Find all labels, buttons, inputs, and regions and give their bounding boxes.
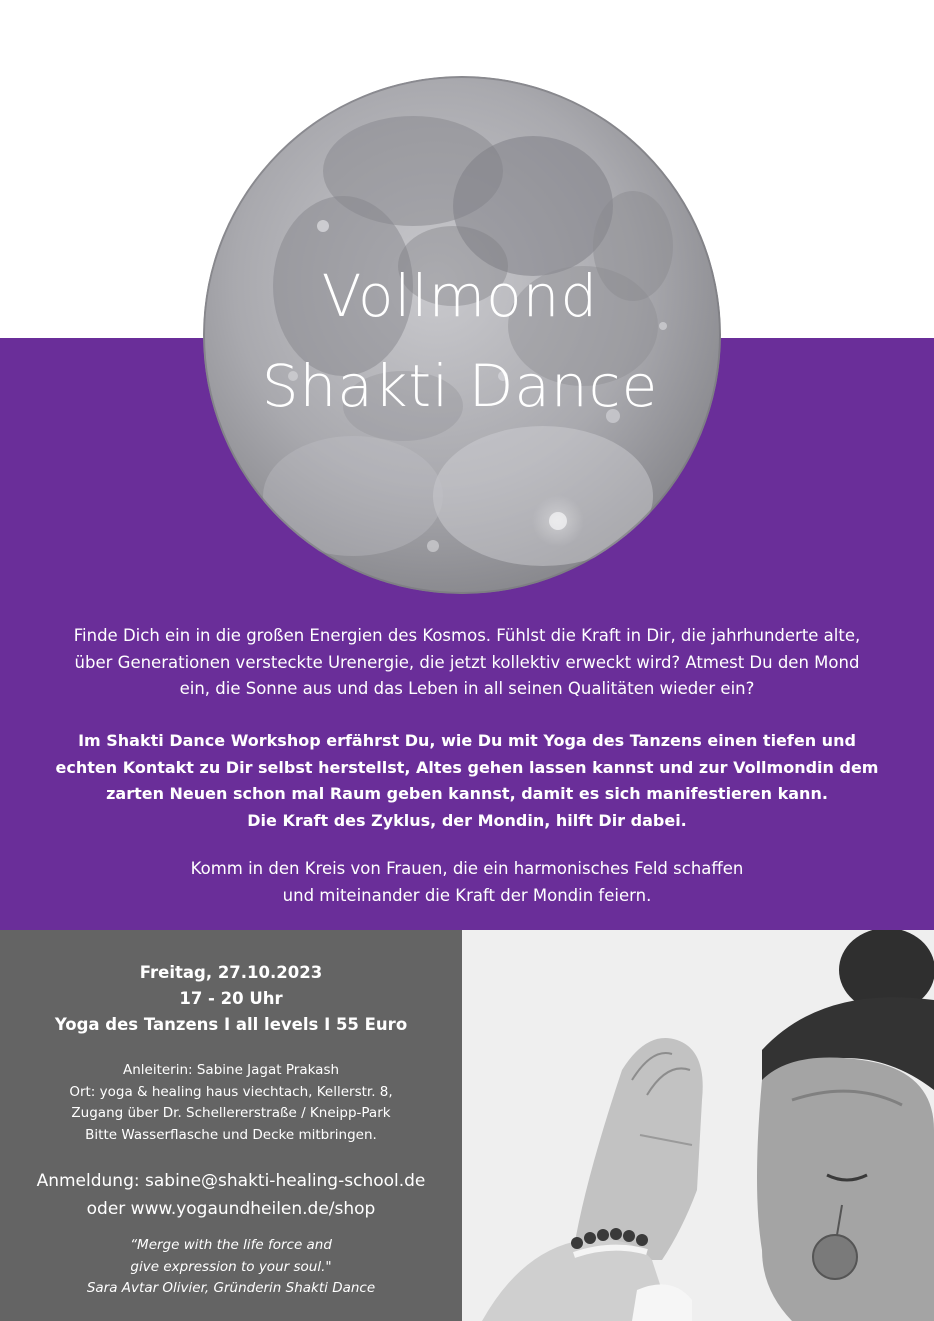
quote-block xyxy=(0,1235,462,1300)
woman-praying-photo xyxy=(462,930,934,1321)
circle-paragraph xyxy=(30,856,904,909)
full-moon-image xyxy=(203,76,721,594)
workshop-line: echten Kontakt zu Dir selbst herstellst, Altes gehen lassen kannst und zur Vollmondin dem xyxy=(55,757,879,777)
title-line-2: Shakti Dance xyxy=(261,352,659,420)
info-line: Ort: yoga & healing haus viechtach, Kellerstr. 8, xyxy=(69,1083,393,1100)
event-info-panel xyxy=(0,930,462,1321)
workshop-paragraph xyxy=(30,728,904,834)
info-line: Anleiterin: Sabine Jagat Prakash xyxy=(122,1062,340,1078)
event-date: Freitag, 27.10.2023 xyxy=(139,963,323,982)
workshop-line: zarten Neuen schon mal Raum geben kannst, damit es sich manifestieren kann. xyxy=(106,784,828,803)
contact-block xyxy=(0,1167,462,1223)
quote-author: Sara Avtar Olivier, Gründerin Shakti Dance xyxy=(86,1280,376,1296)
event-date-block xyxy=(0,960,462,1038)
event-info-block xyxy=(0,1060,462,1146)
info-line: Bitte Wasserflasche und Decke mitbringen. xyxy=(85,1126,377,1143)
circle-line: und miteinander die Kraft der Mondin feiern. xyxy=(282,885,652,905)
title-line-1: Vollmond xyxy=(321,262,599,330)
event-time: 17 - 20 Uhr xyxy=(179,989,283,1008)
quote-line: “Merge with the life force and xyxy=(130,1237,332,1253)
intro-line: über Generationen versteckte Urenergie, die jetzt kollektiv erweckt wird? Atmest Du den Mond xyxy=(74,652,860,672)
intro-line: Finde Dich ein in die großen Energien des Kosmos. Fühlst die Kraft in Dir, die jahrhunderte alte, xyxy=(73,626,861,645)
info-line: Zugang über Dr. Schellererstraße / Kneipp-Park xyxy=(71,1105,391,1121)
circle-line: Komm in den Kreis von Frauen, die ein harmonisches Feld schaffen xyxy=(190,859,744,878)
quote-line: give expression to your soul." xyxy=(130,1258,332,1275)
intro-line: ein, die Sonne aus und das Leben in all seinen Qualitäten wieder ein? xyxy=(179,679,755,698)
intro-paragraph xyxy=(30,623,904,703)
contact-email[interactable]: Anmeldung: sabine@shakti-healing-school.de xyxy=(36,1171,426,1191)
contact-website[interactable]: oder www.yogaundheilen.de/shop xyxy=(86,1199,376,1219)
workshop-line: Die Kraft des Zyklus, der Mondin, hilft Dir dabei. xyxy=(247,810,687,830)
workshop-line: Im Shakti Dance Workshop erfährst Du, wie Du mit Yoga des Tanzens einen tiefen und xyxy=(78,731,856,750)
event-details: Yoga des Tanzens I all levels I 55 Euro xyxy=(54,1015,408,1034)
